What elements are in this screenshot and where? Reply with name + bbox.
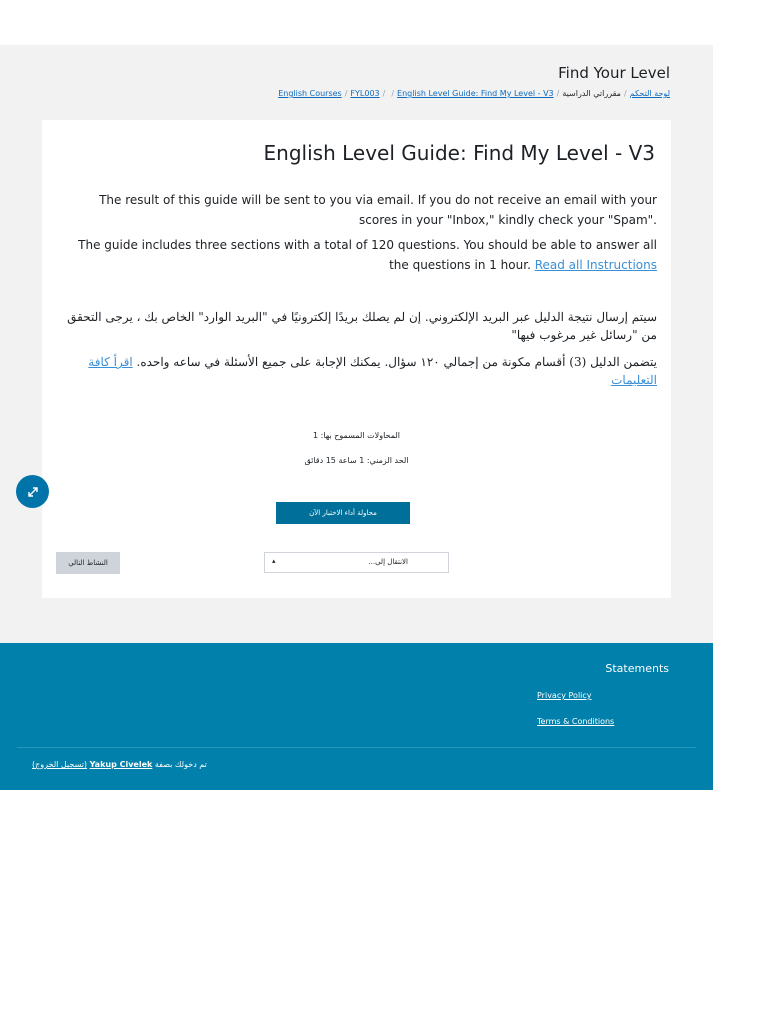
jump-to-select[interactable] (264, 552, 449, 573)
breadcrumb-dashboard[interactable]: لوحة التحكم (629, 89, 670, 98)
breadcrumb-quiz[interactable]: English Level Guide: Find My Level - V3 (397, 89, 554, 98)
jump-to-placeholder: الانتقال إلى... (368, 558, 408, 566)
sort-caret-icon: ▴ (272, 557, 276, 565)
page-header-region (0, 45, 713, 643)
read-instructions-link[interactable]: Read all Instructions (534, 258, 657, 272)
logout-link[interactable]: (تسجيل الخروج) (32, 760, 88, 769)
quiz-title: English Level Guide: Find My Level - V3 (263, 141, 655, 165)
footer-heading: Statements (605, 662, 669, 675)
ar-sections-paragraph: يتضمن الدليل (3) أقسام مكونة من إجمالي ١٢٠ سؤال. يمكنك الإجابة على جميع الأسئلة في ساعه واحده. اقرأ كافة التعليمات (88, 355, 657, 387)
en-intro-paragraph: The result of this guide will be sent to you via email. If you do not receive an email with your scores in your "Inbox," kindly check your "Spam". (99, 193, 657, 227)
breadcrumb-english-courses[interactable]: English Courses (278, 89, 342, 98)
page-title: Find Your Level (558, 64, 670, 82)
login-info: تم دخولك بصفة Yakup Civelek (تسجيل الخروج) (32, 760, 207, 769)
user-profile-link[interactable]: Yakup Civelek (89, 760, 153, 769)
footer-divider (17, 747, 696, 748)
breadcrumb-my-courses[interactable]: مقرراتي الدراسية (562, 89, 621, 98)
en-sections-paragraph: The guide includes three sections with a total of 120 questions. You should be able to answer all the questions in 1 hour. Read all Instructions (78, 238, 657, 272)
expand-arrows-icon[interactable] (16, 475, 49, 508)
quiz-card (42, 120, 671, 598)
expand-arrows-icon-svg (27, 486, 39, 498)
terms-link[interactable]: Terms & Conditions (537, 717, 615, 726)
time-limit: الحد الزمني: 1 ساعة 15 دقائق (304, 456, 409, 465)
breadcrumb-fyl003[interactable]: FYL003 (350, 89, 380, 98)
ar-intro-paragraph: سيتم إرسال نتيجة الدليل عبر البريد الإلكتروني. إن لم يصلك بريدًا إلكترونيًا في "البريد الوارد" الخاص بك ، يرجى التحقق من "رسائل غير مرغوب فيها" (67, 310, 657, 342)
footer (0, 643, 713, 790)
attempt-quiz-button[interactable]: محاولة أداء الاختبار الآن (276, 502, 410, 524)
attempts-allowed: المحاولات المسموح بها: 1 (313, 431, 400, 440)
read-instructions-link-ar[interactable]: اقرأ كافة التعليمات (88, 355, 657, 387)
breadcrumb: لوحة التحكم/مقرراتي الدراسية/English Courses / FYL003 / / English Level Guide: Find My Level - V3 (278, 89, 670, 98)
privacy-policy-link[interactable]: Privacy Policy (537, 691, 592, 700)
next-activity-button[interactable]: النشاط التالي (56, 552, 120, 574)
